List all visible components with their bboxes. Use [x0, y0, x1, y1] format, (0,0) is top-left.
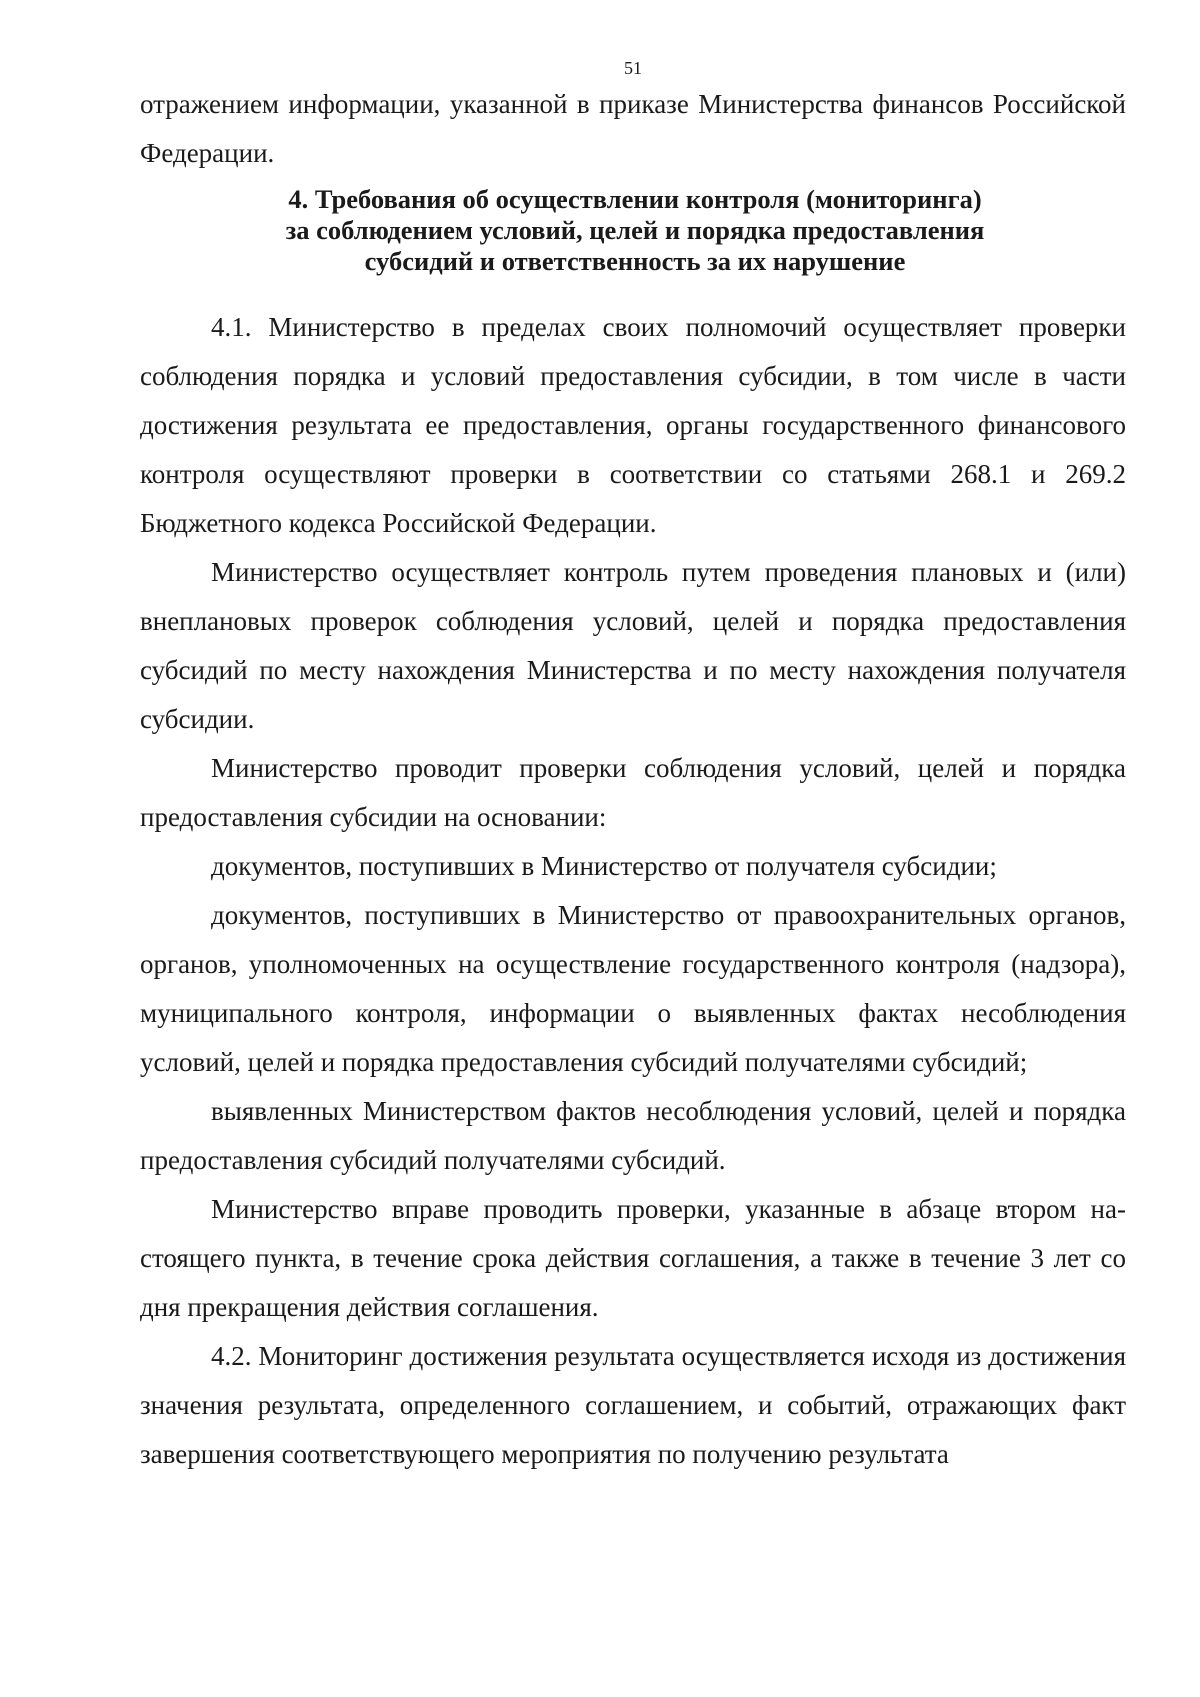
- paragraph-4-1: 4.1. Министерство в пределах своих полномочий осуществляет проверки соблюдения порядка и условий предоставления субсидии, в том числе в части достижения результата ее предоставления, органы государственного финансового контроля осуществляют проверки в соответствии со статьями 268.1 и 269.2 Бюджетного кодекса Российской Федерации.: [140, 312, 1126, 538]
- list-item-ministry-findings: выявленных Министерством фактов несоблюдения условий, целей и порядка предоставления субсидий получателями субсидий.: [140, 1096, 1126, 1175]
- paragraph-inspection-period: Министерство вправе проводить проверки, указанные в абзаце втором настоящего пункта, в течение срока действия соглашения, а также в течение 3 лет со дня прекращения действия соглашения.: [140, 1194, 1126, 1322]
- paragraph-inspection-basis: Министерство проводит проверки соблюдения условий, целей и порядка предоставления субсидии на основании:: [140, 753, 1126, 832]
- page-number: 51: [624, 58, 642, 78]
- paragraph-control-method: Министерство осуществляет контроль путем проведения плановых и (или) внеплановых проверок соблюдения условий, целей и порядка предоставления субсидий по месту нахождения Министерства и по месту нахождения получателя субсидии.: [140, 557, 1126, 734]
- paragraph-4-2: 4.2. Мониторинг достижения результата осуществляется исходя из достижения значения результата, определенного соглашением, и событий, отражающих факт завершения соответствующего мероприятия по получению результата: [140, 1341, 1126, 1469]
- list-item-recipient-documents: документов, поступивших в Министерство от получателя субсидии;: [211, 851, 997, 881]
- opening-paragraph: отражением информации, указанной в приказе Министерства финансов Российской Федерации.: [140, 89, 1126, 168]
- list-item-law-enforcement-documents: документов, поступивших в Министерство от правоохранительных органов, органов, уполномоченных на осуществление государственного контроля (надзора), муниципального контроля, информации о выявленных фактах несоблюдения условий, целей и порядка предоставления субсидий получателями субсидий;: [140, 900, 1126, 1077]
- section-heading: [140, 184, 1126, 277]
- section-heading-line-3: субсидий и ответственность за их нарушение: [364, 246, 906, 276]
- section-heading-line-2: за соблюдением условий, целей и порядка предоставления: [285, 215, 985, 245]
- document-body: [140, 80, 1126, 1479]
- section-heading-line-1: 4. Требования об осуществлении контроля (мониторинга): [288, 184, 982, 214]
